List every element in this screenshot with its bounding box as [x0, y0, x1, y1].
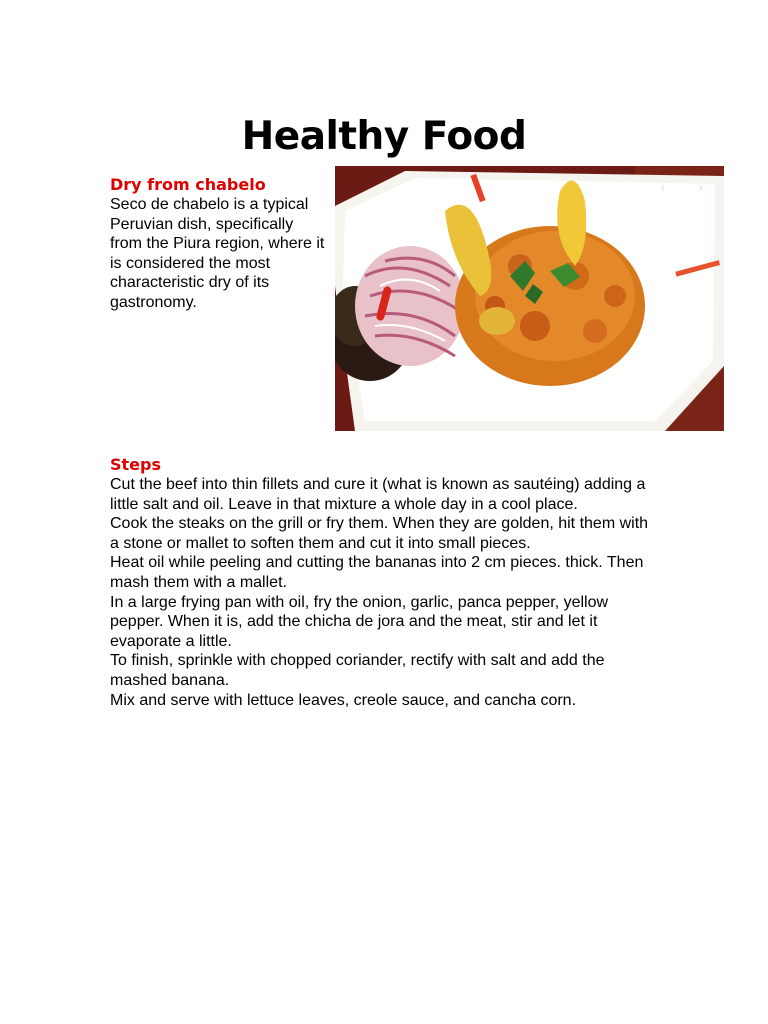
step-item: Cut the beef into thin fillets and cure it (what is known as sautéing) adding a little salt and oil. Leave in that mixture a whole day in a cool place. — [110, 476, 646, 513]
step-item: Cook the steaks on the grill or fry them. When they are golden, hit them with a stone or mallet to soften them and cut it into small pieces. — [110, 515, 649, 552]
step-item: Heat oil while peeling and cutting the bananas into 2 cm pieces. thick. Then mash them with a mallet. — [110, 554, 644, 591]
intro-section — [110, 175, 325, 313]
chevron-right-icon[interactable]: › — [698, 180, 704, 196]
intro-heading: Dry from chabelo — [110, 175, 266, 194]
step-item: Mix and serve with lettuce leaves, creole sauce, and cancha corn. — [110, 691, 577, 709]
step-item: In a large frying pan with oil, fry the onion, garlic, panca pepper, yellow pepper. When it is, add the chicha de jora and the meat, stir and let it evaporate a little. — [110, 593, 609, 650]
dish-photo — [335, 166, 724, 431]
chevron-left-icon[interactable]: ‹ — [660, 180, 666, 196]
steps-list — [110, 475, 650, 710]
intro-text: Seco de chabelo is a typical Peruvian dish, specifically from the Piura region, where it is considered the most characteristic dry of its gastronomy. — [110, 196, 325, 311]
dish-illustration — [335, 166, 724, 431]
page-title: Healthy Food — [241, 114, 527, 160]
steps-section — [110, 455, 650, 710]
steps-heading: Steps — [110, 455, 161, 474]
step-item: To finish, sprinkle with chopped coriander, rectify with salt and add the mashed banana. — [110, 652, 605, 689]
